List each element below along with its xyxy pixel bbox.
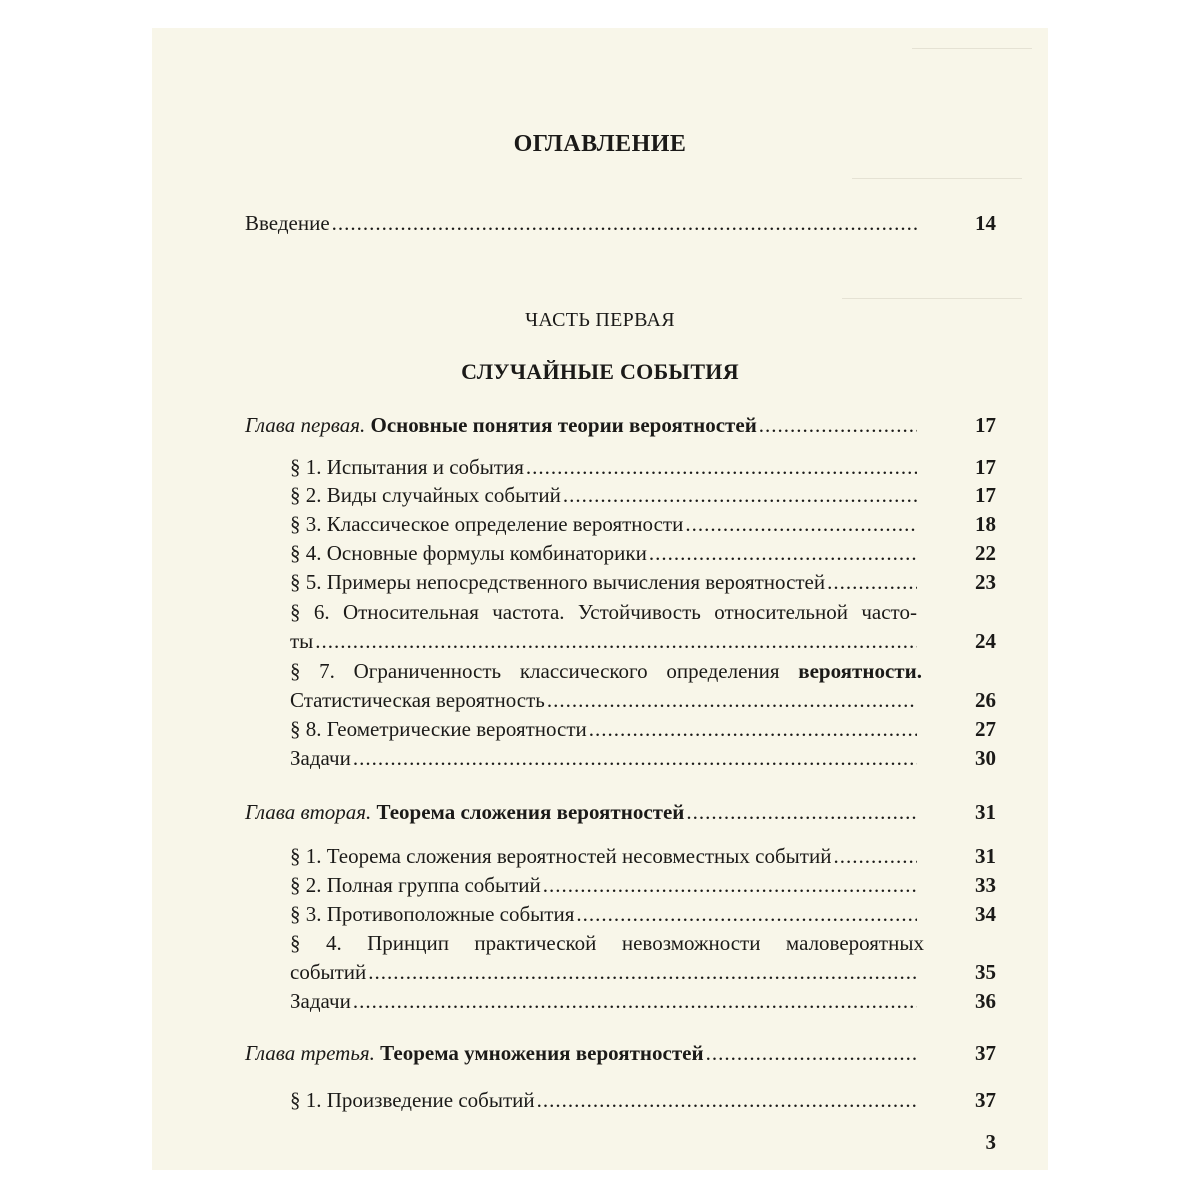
dot-leader [353, 989, 917, 1013]
word: классического [519, 659, 648, 683]
word: часто- [861, 600, 917, 624]
toc-section-line[interactable] [290, 600, 917, 624]
toc-chapter-1[interactable] [245, 413, 917, 437]
toc-section-line[interactable] [290, 659, 922, 683]
word: невозможности [621, 931, 761, 955]
part-label: ЧАСТЬ ПЕРВАЯ [525, 309, 675, 331]
toc-page-number: 30 [975, 746, 996, 770]
toc-page-number: 14 [975, 211, 996, 235]
word: Устойчивость [577, 600, 701, 624]
word: относительной [714, 600, 848, 624]
toc-page-number: 31 [975, 844, 996, 868]
toc-chapter-3[interactable] [245, 1041, 917, 1065]
toc-section-label: § 1. Испытания и события [290, 455, 524, 479]
toc-entry-intro[interactable] [245, 211, 917, 235]
toc-section[interactable] [290, 688, 917, 712]
dot-leader [547, 688, 917, 712]
toc-page-number: 36 [975, 989, 996, 1013]
chapter-title: Основные понятия теории вероятностей [370, 413, 757, 437]
chapter-title: Теорема сложения вероятностей [376, 800, 685, 824]
page-folio: 3 [985, 1130, 996, 1154]
toc-section[interactable] [290, 717, 917, 741]
word: § [290, 659, 301, 683]
dot-leader [589, 717, 917, 741]
toc-page-number: 33 [975, 873, 996, 897]
toc-page-number: 35 [975, 960, 996, 984]
toc-section[interactable] [290, 629, 917, 653]
page-title: ОГЛАВЛЕНИЕ [513, 131, 687, 157]
dot-leader [706, 1041, 917, 1065]
book-page [152, 28, 1048, 1170]
toc-section[interactable] [290, 989, 917, 1013]
toc-section[interactable] [290, 902, 917, 926]
word: вероятности. [798, 659, 922, 683]
toc-page-number: 31 [975, 800, 996, 824]
toc-section-label: § 3. Противоположные события [290, 902, 575, 926]
toc-page-number: 17 [975, 483, 996, 507]
show-through-mark [842, 298, 1022, 299]
toc-page-number: 37 [975, 1041, 996, 1065]
part-name: СЛУЧАЙНЫЕ СОБЫТИЯ [461, 359, 739, 384]
dot-leader [526, 455, 917, 479]
toc-section-label: Статистическая вероятность [290, 688, 545, 712]
toc-entry-label: Введение [245, 211, 330, 235]
dot-leader [827, 570, 917, 594]
dot-leader [315, 629, 917, 653]
toc-section[interactable] [290, 844, 917, 868]
dot-leader [537, 1088, 917, 1112]
toc-section[interactable] [290, 483, 917, 507]
toc-section-label: Задачи [290, 989, 351, 1013]
dot-leader [685, 512, 917, 536]
word: 7. [319, 659, 335, 683]
toc-section-label: Задачи [290, 746, 351, 770]
toc-page-number: 24 [975, 629, 996, 653]
toc-page-number: 34 [975, 902, 996, 926]
toc-page-number: 27 [975, 717, 996, 741]
dot-leader [833, 844, 917, 868]
toc-section-label: § 5. Примеры непосредственного вычисления вероятностей [290, 570, 826, 594]
toc-page-number: 18 [975, 512, 996, 536]
toc-section-label: ты [290, 629, 314, 653]
word: практической [474, 931, 597, 955]
toc-section[interactable] [290, 541, 917, 565]
toc-section[interactable] [290, 455, 917, 479]
toc-section[interactable] [290, 570, 917, 594]
toc-section-label: § 4. Основные формулы комбинаторики [290, 541, 647, 565]
toc-section-label: событий [290, 960, 367, 984]
toc-page-number: 17 [975, 455, 996, 479]
dot-leader [332, 211, 917, 235]
toc-page-number: 26 [975, 688, 996, 712]
toc-section[interactable] [290, 1088, 917, 1112]
word: 4. [325, 931, 342, 955]
toc-section[interactable] [290, 512, 917, 536]
toc-section-label: § 2. Виды случайных событий [290, 483, 561, 507]
toc-section[interactable] [290, 746, 917, 770]
toc-section-label: § 1. Теорема сложения вероятностей несовместных событий [290, 844, 832, 868]
word: Относительная [342, 600, 479, 624]
dot-leader [686, 800, 917, 824]
chapter-title: Теорема умножения вероятностей [380, 1041, 704, 1065]
toc-section-label: § 3. Классическое определение вероятности [290, 512, 684, 536]
chapter-prefix: Глава третья. [245, 1041, 375, 1065]
toc-section[interactable] [290, 873, 917, 897]
dot-leader [353, 746, 917, 770]
word: маловероятных [785, 931, 924, 955]
dot-leader [543, 873, 917, 897]
word: 6. [313, 600, 330, 624]
word: § [290, 600, 301, 624]
toc-section-label: § 1. Произведение событий [290, 1088, 535, 1112]
dot-leader [576, 902, 917, 926]
show-through-mark [852, 178, 1022, 179]
toc-section-line[interactable] [290, 931, 924, 955]
chapter-prefix: Глава вторая. [245, 800, 372, 824]
dot-leader [368, 960, 917, 984]
dot-leader [563, 483, 917, 507]
toc-chapter-2[interactable] [245, 800, 917, 824]
toc-section-label: § 8. Геометрические вероятности [290, 717, 587, 741]
word: Принцип [367, 931, 449, 955]
toc-page-number: 17 [975, 413, 996, 437]
toc-section[interactable] [290, 960, 917, 984]
word: Ограниченность [353, 659, 502, 683]
show-through-mark [912, 48, 1032, 49]
dot-leader [759, 413, 917, 437]
dot-leader [649, 541, 917, 565]
toc-page-number: 37 [975, 1088, 996, 1112]
word: определения [666, 659, 780, 683]
toc-page-number: 23 [975, 570, 996, 594]
toc-page-number: 22 [975, 541, 996, 565]
toc-section-label: § 2. Полная группа событий [290, 873, 541, 897]
word: частота. [492, 600, 565, 624]
chapter-prefix: Глава первая. [245, 413, 366, 437]
word: § [290, 931, 301, 955]
